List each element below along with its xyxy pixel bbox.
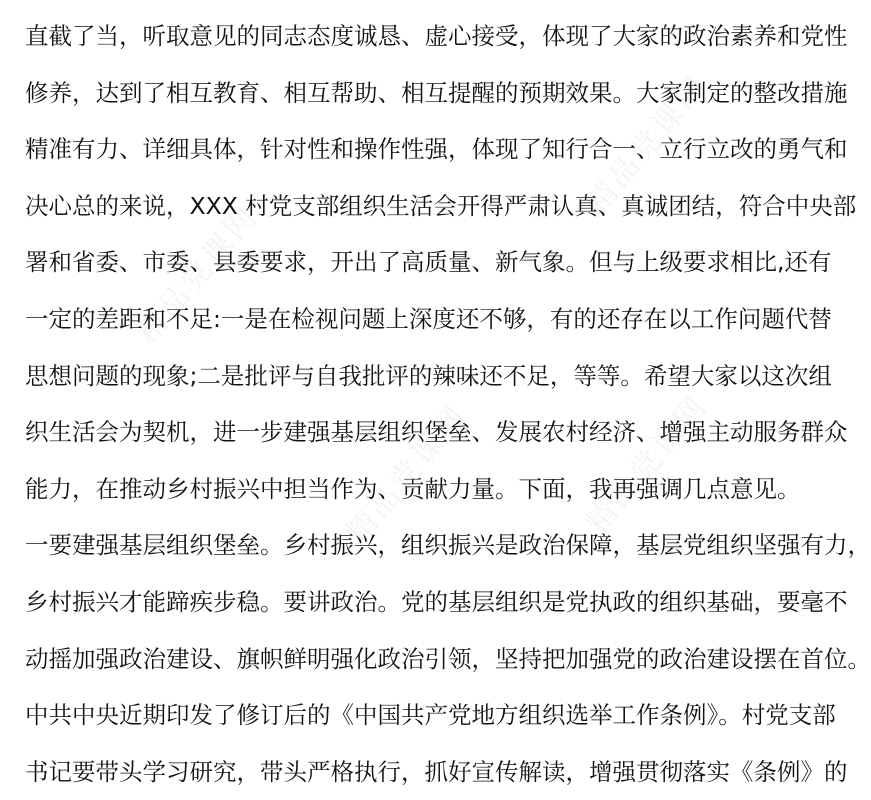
text-line: 乡村振兴才能蹄疾步稳。要讲政治。党的基层组织是党执政的组织基础，要毫不 [25,587,848,616]
text-line: 精准有力、详细具体，针对性和操作性强，体现了知行合一、立行立改的勇气和 [25,135,848,164]
document-body [25,8,871,800]
text-line: 动摇加强政治建设、旗帜鲜明强化政治引领，坚持把加强党的政治建设摆在首位。 [25,644,871,673]
text-line: 直截了当，听取意见的同志态度诚恳、虚心接受，体现了大家的政治素养和党性 [25,22,848,50]
text-line: 一定的差距和不足:一是在检视问题上深度还不够，有的还存在以工作问题代替 [25,304,832,333]
text-line: 织生活会为契机，进一步建强基层组织堡垒、发展农村经济、增强主动服务群众 [25,418,848,447]
text-line: 一要建强基层组织堡垒。乡村振兴，组织振兴是政治保障，基层党组织坚强有力， [25,531,871,560]
watermark: 精品党课网 [339,397,476,551]
text-line: 署和省委、市委、县委要求，开出了高质量、新气象。但与上级要求相比,还有 [25,248,832,277]
text-line: 思想问题的现象;二是批评与自我批评的辣味还不足，等等。希望大家以这次组 [25,361,832,390]
watermark: 精品党课网 [129,197,266,351]
text-line: 修养，达到了相互教育、相互帮助、相互提醒的预期效果。大家制定的整改措施 [25,78,848,107]
watermark: 精品党课网 [579,387,716,541]
text-line: 能力，在推动乡村振兴中担当作为、贡献力量。下面，我再强调几点意见。 [25,474,801,503]
text-line: 书记要带头学习研究，带头严格执行，抓好宣传解读，增强贯彻落实《条例》的 [25,757,848,786]
text-line: 中共中央近期印发了修订后的《中国共产党地方组织选举工作条例》。村党支部 [25,701,836,730]
text-line: 决心总的来说，XXX 村党支部组织生活会开得严肃认真、真诚团结，符合中央部 [25,191,857,220]
watermark: 精品党课网 [579,67,716,221]
